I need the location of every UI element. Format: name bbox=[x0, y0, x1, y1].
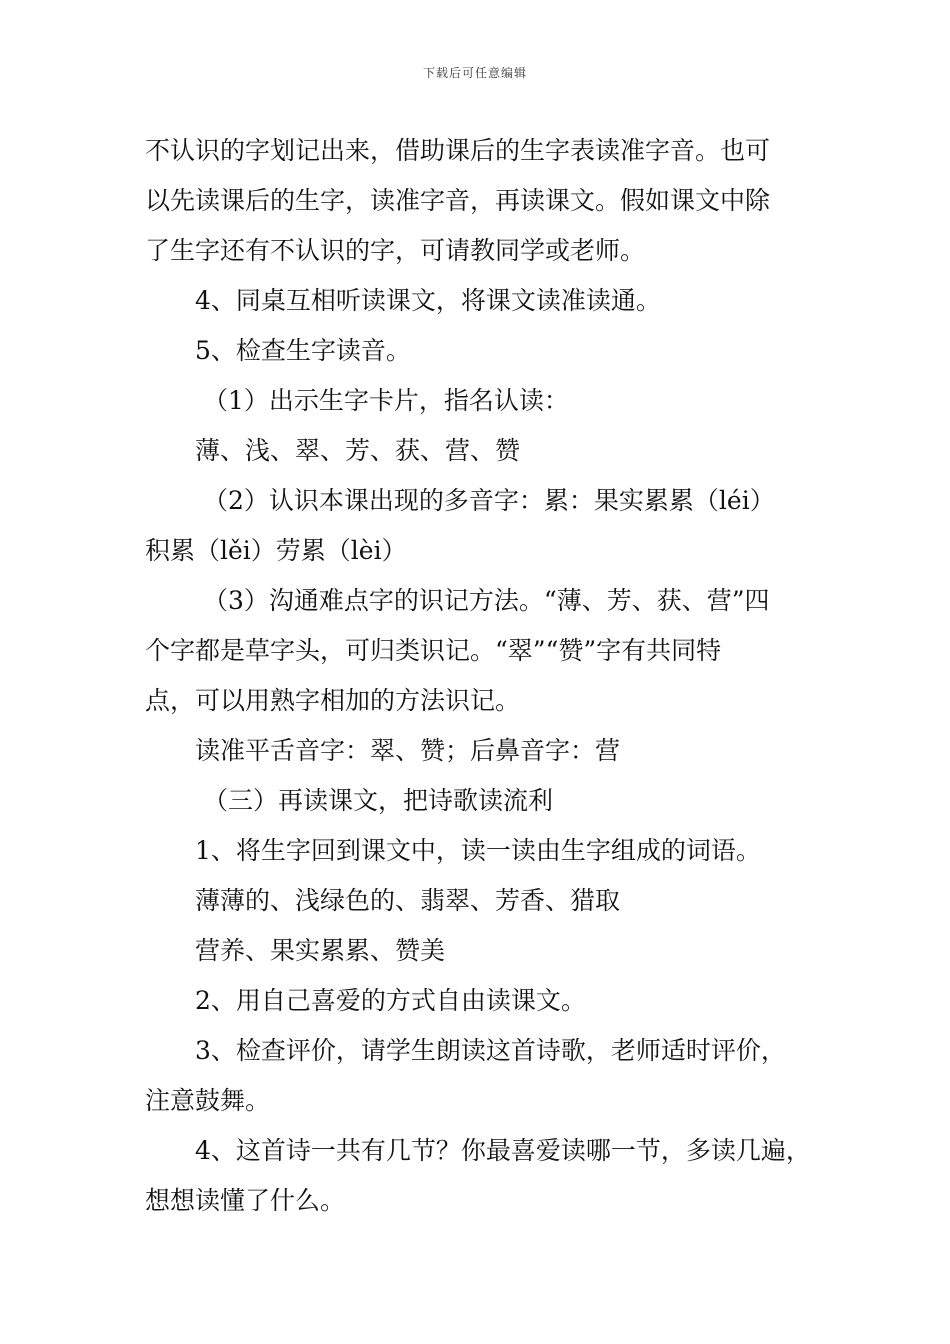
text-line: 读准平舌音字：翠、赞；后鼻音字：营 bbox=[195, 736, 621, 765]
text-line: 点，可以用熟字相加的方法识记。 bbox=[145, 686, 521, 715]
text-line: 薄薄的、浅绿色的、翡翠、芳香、猎取 bbox=[195, 886, 621, 915]
text-line: （3）沟通难点字的识记方法。“薄、芳、获、营”四 bbox=[203, 586, 770, 615]
text-line: 积累（lěi）劳累（lèi） bbox=[145, 536, 407, 565]
text-line: 3、检查评价，请学生朗读这首诗歌，老师适时评价， bbox=[195, 1036, 786, 1065]
text-line: 不认识的字划记出来，借助课后的生字表读准字音。也可 bbox=[145, 136, 771, 165]
text-line: 个字都是草字头，可归类识记。“翠”“赞”字有共同特 bbox=[145, 636, 722, 665]
text-line: 营养、果实累累、赞美 bbox=[195, 936, 446, 965]
text-line: 4、同桌互相听读课文，将课文读准读通。 bbox=[195, 286, 661, 315]
text-line: 2、用自己喜爱的方式自由读课文。 bbox=[195, 986, 586, 1015]
text-line: 薄、浅、翠、芳、获、营、赞 bbox=[195, 436, 521, 465]
text-line: 注意鼓舞。 bbox=[145, 1086, 271, 1115]
text-line: （1）出示生字卡片，指名认读： bbox=[203, 386, 569, 415]
text-line: 想想读懂了什么。 bbox=[145, 1186, 346, 1215]
text-line: 以先读课后的生字，读准字音，再读课文。假如课文中除 bbox=[145, 186, 771, 215]
text-line: 5、检查生字读音。 bbox=[195, 336, 411, 365]
text-line: （2）认识本课出现的多音字：累：果实累累（léi） bbox=[203, 486, 775, 515]
text-line: 了生字还有不认识的字，可请教同学或老师。 bbox=[145, 236, 646, 265]
document-body bbox=[145, 126, 835, 1226]
text-line: 1、将生字回到课文中，读一读由生字组成的词语。 bbox=[195, 836, 761, 865]
text-line: （三）再读课文，把诗歌读流利 bbox=[203, 786, 554, 815]
page-header: 下载后可任意编辑 bbox=[422, 66, 527, 80]
text-line: 4、这首诗一共有几节？你最喜爱读哪一节，多读几遍， bbox=[195, 1136, 811, 1165]
